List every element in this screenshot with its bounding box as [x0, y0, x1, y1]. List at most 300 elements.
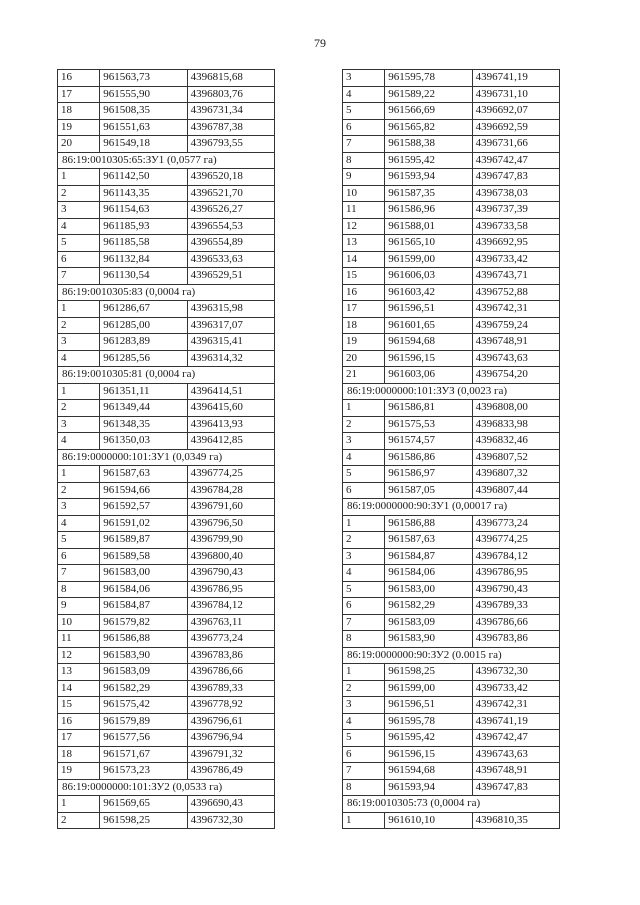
point-number: 2: [343, 680, 385, 697]
coordinate-x: 961595,42: [385, 730, 472, 747]
coordinate-row: [58, 631, 275, 648]
coordinate-x: 961575,53: [385, 416, 472, 433]
coordinate-x: 961582,29: [100, 680, 187, 697]
coordinate-y: 4396784,12: [472, 548, 559, 565]
coordinate-y: 4396807,52: [472, 449, 559, 466]
coordinate-x: 961569,65: [100, 796, 187, 813]
coordinate-y: 4396789,33: [187, 680, 274, 697]
coordinate-x: 961596,51: [385, 301, 472, 318]
coordinate-x: 961579,89: [100, 713, 187, 730]
coordinate-x: 961586,86: [385, 449, 472, 466]
coordinate-x: 961583,90: [385, 631, 472, 648]
coordinate-y: 4396412,85: [187, 433, 274, 450]
parcel-header: 86:19:0000000:90:ЗУ1 (0,00017 га): [343, 499, 560, 516]
point-number: 7: [58, 268, 100, 285]
point-number: 17: [58, 86, 100, 103]
parcel-header: 86:19:0010305:73 (0,0004 га): [343, 796, 560, 813]
coordinate-y: 4396415,60: [187, 400, 274, 417]
point-number: 2: [343, 416, 385, 433]
coordinate-x: 961587,05: [385, 482, 472, 499]
coordinate-row: [58, 466, 275, 483]
point-number: 13: [343, 235, 385, 252]
parcel-header: 86:19:0000000:90:ЗУ2 (0.0015 га): [343, 647, 560, 664]
coordinate-row: [343, 119, 560, 136]
coordinate-row: [343, 515, 560, 532]
coordinate-row: [58, 70, 275, 87]
point-number: 5: [58, 235, 100, 252]
parcel-header-row: [343, 383, 560, 400]
point-number: 4: [58, 350, 100, 367]
coordinate-x: 961583,09: [100, 664, 187, 681]
point-number: 11: [58, 631, 100, 648]
coordinate-row: [58, 350, 275, 367]
point-number: 2: [58, 812, 100, 829]
coordinate-x: 961589,87: [100, 532, 187, 549]
coordinate-x: 961586,96: [385, 202, 472, 219]
coordinate-x: 961596,15: [385, 350, 472, 367]
coordinate-row: [58, 680, 275, 697]
coordinate-row: [343, 367, 560, 384]
coordinate-x: 961573,23: [100, 763, 187, 780]
coordinate-x: 961132,84: [100, 251, 187, 268]
coordinate-row: [343, 763, 560, 780]
coordinate-row: [58, 268, 275, 285]
parcel-header-row: [343, 499, 560, 516]
point-number: 18: [58, 103, 100, 120]
coordinate-y: 4396748,91: [472, 763, 559, 780]
coordinate-x: 961587,63: [385, 532, 472, 549]
coordinate-y: 4396731,66: [472, 136, 559, 153]
coordinate-y: 4396314,32: [187, 350, 274, 367]
coordinate-row: [58, 515, 275, 532]
point-number: 15: [58, 697, 100, 714]
coordinate-y: 4396733,58: [472, 218, 559, 235]
coordinate-y: 4396789,33: [472, 598, 559, 615]
coordinate-row: [58, 103, 275, 120]
coordinate-y: 4396521,70: [187, 185, 274, 202]
coordinate-row: [343, 565, 560, 582]
point-number: 1: [58, 383, 100, 400]
coordinate-y: 4396800,40: [187, 548, 274, 565]
coordinate-x: 961579,82: [100, 614, 187, 631]
coordinate-row: [58, 581, 275, 598]
coordinate-x: 961583,00: [100, 565, 187, 582]
point-number: 1: [58, 466, 100, 483]
coordinate-x: 961589,58: [100, 548, 187, 565]
coordinate-row: [343, 301, 560, 318]
coordinate-x: 961584,87: [385, 548, 472, 565]
parcel-header-row: [58, 449, 275, 466]
point-number: 20: [58, 136, 100, 153]
coordinate-x: 961551,63: [100, 119, 187, 136]
point-number: 15: [343, 268, 385, 285]
coordinate-y: 4396763,11: [187, 614, 274, 631]
point-number: 8: [58, 581, 100, 598]
parcel-header: 86:19:0000000:101:ЗУ2 (0,0533 га): [58, 779, 275, 796]
coordinate-x: 961350,03: [100, 433, 187, 450]
point-number: 2: [58, 400, 100, 417]
coordinate-row: [58, 136, 275, 153]
coordinate-x: 961594,68: [385, 334, 472, 351]
coordinate-row: [343, 185, 560, 202]
point-number: 6: [58, 548, 100, 565]
point-number: 17: [58, 730, 100, 747]
point-number: 4: [343, 713, 385, 730]
coordinate-x: 961591,02: [100, 515, 187, 532]
coordinate-y: 4396743,63: [472, 350, 559, 367]
coordinate-x: 961285,56: [100, 350, 187, 367]
coordinate-y: 4396743,71: [472, 268, 559, 285]
coordinate-row: [58, 169, 275, 186]
point-number: 1: [343, 515, 385, 532]
coordinate-row: [343, 532, 560, 549]
point-number: 2: [58, 482, 100, 499]
coordinate-row: [343, 334, 560, 351]
coordinate-y: 4396692,95: [472, 235, 559, 252]
coordinate-y: 4396692,59: [472, 119, 559, 136]
parcel-header: 86:19:0010305:83 (0,0004 га): [58, 284, 275, 301]
coordinate-y: 4396733,42: [472, 680, 559, 697]
point-number: 16: [58, 70, 100, 87]
coordinate-x: 961594,66: [100, 482, 187, 499]
coordinate-y: 4396731,34: [187, 103, 274, 120]
point-number: 19: [58, 119, 100, 136]
point-number: 5: [343, 730, 385, 747]
point-number: 5: [343, 103, 385, 120]
coordinate-row: [58, 334, 275, 351]
coordinate-x: 961610,10: [385, 812, 472, 829]
point-number: 6: [343, 482, 385, 499]
point-number: 4: [343, 86, 385, 103]
point-number: 3: [58, 416, 100, 433]
point-number: 4: [343, 565, 385, 582]
point-number: 6: [343, 746, 385, 763]
coordinate-x: 961349,44: [100, 400, 187, 417]
coordinate-x: 961185,93: [100, 218, 187, 235]
coordinate-row: [343, 86, 560, 103]
coordinate-row: [343, 218, 560, 235]
coordinate-y: 4396778,92: [187, 697, 274, 714]
coordinate-x: 961130,54: [100, 268, 187, 285]
point-number: 8: [343, 631, 385, 648]
coordinate-y: 4396731,10: [472, 86, 559, 103]
point-number: 4: [343, 449, 385, 466]
coordinates-table-left: [57, 69, 275, 829]
coordinate-row: [343, 400, 560, 417]
parcel-header-row: [343, 796, 560, 813]
coordinate-y: 4396759,24: [472, 317, 559, 334]
point-number: 1: [58, 796, 100, 813]
coordinate-row: [58, 812, 275, 829]
coordinate-y: 4396732,30: [472, 664, 559, 681]
coordinate-x: 961587,63: [100, 466, 187, 483]
coordinate-row: [58, 763, 275, 780]
coordinate-row: [343, 136, 560, 153]
point-number: 4: [58, 433, 100, 450]
point-number: 14: [58, 680, 100, 697]
point-number: 3: [58, 334, 100, 351]
coordinate-x: 961596,15: [385, 746, 472, 763]
coordinate-row: [58, 185, 275, 202]
coordinate-row: [343, 598, 560, 615]
point-number: 5: [343, 581, 385, 598]
coordinate-x: 961595,42: [385, 152, 472, 169]
coordinate-x: 961584,06: [385, 565, 472, 582]
coordinate-x: 961566,69: [385, 103, 472, 120]
coordinate-row: [343, 350, 560, 367]
coordinate-row: [58, 202, 275, 219]
coordinate-y: 4396786,95: [472, 565, 559, 582]
coordinate-y: 4396773,24: [187, 631, 274, 648]
point-number: 1: [58, 169, 100, 186]
coordinate-row: [58, 301, 275, 318]
coordinate-x: 961508,35: [100, 103, 187, 120]
coordinate-y: 4396526,27: [187, 202, 274, 219]
coordinate-row: [343, 152, 560, 169]
coordinate-row: [58, 119, 275, 136]
coordinate-x: 961154,63: [100, 202, 187, 219]
coordinate-row: [58, 499, 275, 516]
coordinate-row: [343, 614, 560, 631]
coordinate-y: 4396796,50: [187, 515, 274, 532]
point-number: 21: [343, 367, 385, 384]
coordinate-row: [58, 730, 275, 747]
coordinate-y: 4396791,32: [187, 746, 274, 763]
coordinate-x: 961588,01: [385, 218, 472, 235]
coordinate-row: [343, 317, 560, 334]
point-number: 17: [343, 301, 385, 318]
point-number: 7: [58, 565, 100, 582]
point-number: 13: [58, 664, 100, 681]
point-number: 1: [343, 664, 385, 681]
coordinate-x: 961584,06: [100, 581, 187, 598]
coordinate-y: 4396732,30: [187, 812, 274, 829]
coordinate-x: 961593,94: [385, 779, 472, 796]
coordinate-y: 4396803,76: [187, 86, 274, 103]
parcel-header-row: [58, 284, 275, 301]
coordinate-y: 4396413,93: [187, 416, 274, 433]
coordinate-row: [343, 449, 560, 466]
parcel-header-row: [58, 779, 275, 796]
coordinate-row: [343, 581, 560, 598]
coordinates-table-left-body: [58, 70, 275, 829]
coordinate-row: [343, 103, 560, 120]
coordinate-row: [58, 713, 275, 730]
coordinate-y: 4396752,88: [472, 284, 559, 301]
coordinates-table-right-body: [343, 70, 560, 829]
parcel-header-row: [58, 152, 275, 169]
coordinate-y: 4396747,83: [472, 779, 559, 796]
coordinate-row: [58, 218, 275, 235]
coordinate-y: 4396692,07: [472, 103, 559, 120]
coordinate-x: 961555,90: [100, 86, 187, 103]
coordinate-row: [343, 680, 560, 697]
point-number: 16: [343, 284, 385, 301]
coordinate-row: [58, 482, 275, 499]
coordinate-x: 961142,50: [100, 169, 187, 186]
coordinate-y: 4396783,86: [187, 647, 274, 664]
coordinate-row: [343, 202, 560, 219]
coordinate-x: 961577,56: [100, 730, 187, 747]
coordinate-row: [343, 548, 560, 565]
coordinate-row: [343, 169, 560, 186]
coordinate-row: [58, 251, 275, 268]
point-number: 6: [58, 251, 100, 268]
coordinate-x: 961574,57: [385, 433, 472, 450]
point-number: 14: [343, 251, 385, 268]
coordinate-x: 961595,78: [385, 70, 472, 87]
coordinate-row: [58, 383, 275, 400]
point-number: 2: [58, 185, 100, 202]
point-number: 1: [343, 400, 385, 417]
coordinate-row: [58, 548, 275, 565]
point-number: 7: [343, 136, 385, 153]
coordinate-row: [58, 697, 275, 714]
coordinate-x: 961596,51: [385, 697, 472, 714]
coordinate-x: 961351,11: [100, 383, 187, 400]
coordinate-y: 4396742,31: [472, 301, 559, 318]
coordinate-x: 961599,00: [385, 251, 472, 268]
point-number: 10: [58, 614, 100, 631]
coordinate-x: 961582,29: [385, 598, 472, 615]
coordinate-y: 4396793,55: [187, 136, 274, 153]
coordinate-y: 4396807,32: [472, 466, 559, 483]
coordinate-row: [343, 251, 560, 268]
parcel-header: 86:19:0010305:65:ЗУ1 (0,0577 га): [58, 152, 275, 169]
point-number: 5: [343, 466, 385, 483]
coordinate-y: 4396784,12: [187, 598, 274, 615]
point-number: 1: [343, 812, 385, 829]
coordinate-y: 4396787,38: [187, 119, 274, 136]
coordinate-row: [58, 664, 275, 681]
coordinate-x: 961606,03: [385, 268, 472, 285]
coordinate-y: 4396790,43: [187, 565, 274, 582]
coordinate-row: [343, 664, 560, 681]
coordinate-x: 961589,22: [385, 86, 472, 103]
point-number: 9: [343, 169, 385, 186]
coordinate-y: 4396315,41: [187, 334, 274, 351]
coordinate-row: [343, 466, 560, 483]
coordinate-y: 4396554,89: [187, 235, 274, 252]
parcel-header-row: [343, 647, 560, 664]
coordinate-y: 4396529,51: [187, 268, 274, 285]
coordinate-row: [58, 416, 275, 433]
coordinate-row: [58, 532, 275, 549]
coordinate-y: 4396786,66: [187, 664, 274, 681]
point-number: 2: [343, 532, 385, 549]
point-number: 4: [58, 515, 100, 532]
coordinate-y: 4396742,47: [472, 152, 559, 169]
point-number: 5: [58, 532, 100, 549]
point-number: 12: [58, 647, 100, 664]
coordinate-x: 961584,87: [100, 598, 187, 615]
point-number: 16: [58, 713, 100, 730]
coordinate-y: 4396808,00: [472, 400, 559, 417]
point-number: 3: [343, 548, 385, 565]
coordinate-y: 4396742,47: [472, 730, 559, 747]
coordinate-x: 961283,89: [100, 334, 187, 351]
point-number: 10: [343, 185, 385, 202]
point-number: 3: [343, 70, 385, 87]
coordinate-x: 961143,35: [100, 185, 187, 202]
coordinate-row: [343, 416, 560, 433]
coordinate-y: 4396784,28: [187, 482, 274, 499]
coordinate-x: 961586,88: [100, 631, 187, 648]
coordinate-row: [58, 235, 275, 252]
coordinate-y: 4396774,25: [472, 532, 559, 549]
coordinate-row: [58, 614, 275, 631]
coordinate-y: 4396783,86: [472, 631, 559, 648]
coordinate-y: 4396796,61: [187, 713, 274, 730]
coordinate-x: 961571,67: [100, 746, 187, 763]
coordinate-y: 4396748,91: [472, 334, 559, 351]
coordinate-x: 961348,35: [100, 416, 187, 433]
coordinate-row: [58, 433, 275, 450]
coordinate-y: 4396796,94: [187, 730, 274, 747]
coordinate-x: 961587,35: [385, 185, 472, 202]
point-number: 19: [343, 334, 385, 351]
coordinate-y: 4396690,43: [187, 796, 274, 813]
coordinate-y: 4396741,19: [472, 713, 559, 730]
point-number: 18: [343, 317, 385, 334]
coordinate-y: 4396315,98: [187, 301, 274, 318]
coordinate-x: 961586,88: [385, 515, 472, 532]
coordinate-y: 4396743,63: [472, 746, 559, 763]
coordinate-x: 961565,10: [385, 235, 472, 252]
coordinate-x: 961583,00: [385, 581, 472, 598]
point-number: 19: [58, 763, 100, 780]
point-number: 8: [343, 779, 385, 796]
coordinate-y: 4396786,95: [187, 581, 274, 598]
coordinate-y: 4396807,44: [472, 482, 559, 499]
coordinate-x: 961595,78: [385, 713, 472, 730]
coordinate-row: [343, 235, 560, 252]
point-number: 12: [343, 218, 385, 235]
point-number: 18: [58, 746, 100, 763]
coordinate-x: 961586,81: [385, 400, 472, 417]
coordinate-row: [343, 713, 560, 730]
coordinate-row: [343, 730, 560, 747]
coordinates-table-right: [342, 69, 560, 829]
coordinate-row: [343, 631, 560, 648]
parcel-header: 86:19:0000000:101:ЗУЗ (0,0023 га): [343, 383, 560, 400]
coordinate-y: 4396742,31: [472, 697, 559, 714]
point-number: 1: [58, 301, 100, 318]
coordinate-y: 4396414,51: [187, 383, 274, 400]
coordinate-x: 961575,42: [100, 697, 187, 714]
coordinate-x: 961285,00: [100, 317, 187, 334]
coordinate-x: 961583,09: [385, 614, 472, 631]
coordinate-x: 961588,38: [385, 136, 472, 153]
coordinate-y: 4396317,07: [187, 317, 274, 334]
coordinate-y: 4396810,35: [472, 812, 559, 829]
point-number: 4: [58, 218, 100, 235]
point-number: 6: [343, 598, 385, 615]
coordinate-y: 4396773,24: [472, 515, 559, 532]
coordinate-y: 4396754,20: [472, 367, 559, 384]
point-number: 7: [343, 763, 385, 780]
page-number: 79: [314, 36, 326, 50]
coordinate-row: [343, 482, 560, 499]
coordinate-x: 961603,42: [385, 284, 472, 301]
parcel-header: 86:19:0000000:101:ЗУ1 (0,0349 га): [58, 449, 275, 466]
coordinate-x: 961598,25: [100, 812, 187, 829]
coordinate-y: 4396520,18: [187, 169, 274, 186]
coordinate-row: [343, 433, 560, 450]
coordinate-y: 4396790,43: [472, 581, 559, 598]
coordinate-y: 4396786,66: [472, 614, 559, 631]
coordinate-row: [58, 647, 275, 664]
